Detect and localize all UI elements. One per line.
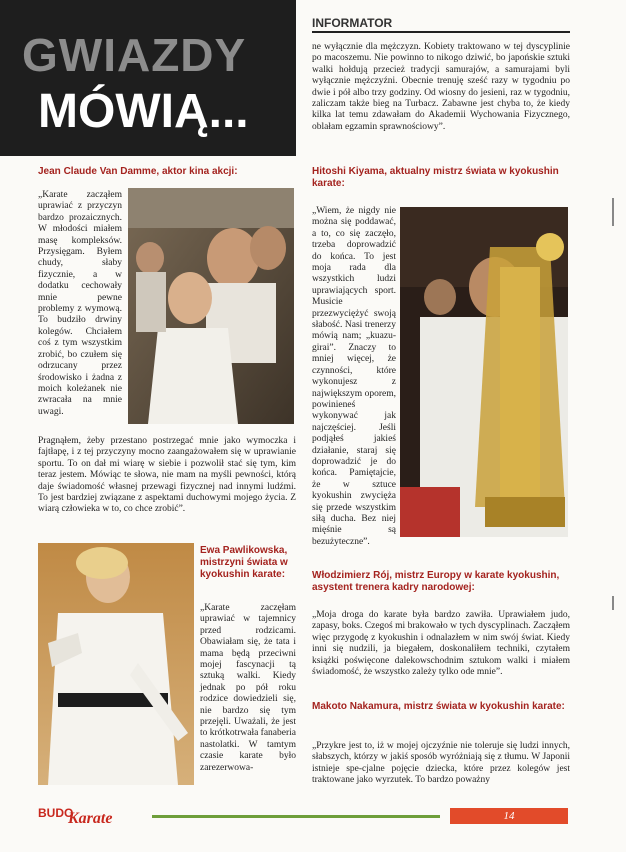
vandamme-heading: Jean Claude Van Damme, aktor kina akcji: [38,166,238,177]
vandamme-paragraph-full: Pragnąłem, żeby przestano postrzegać mnie jako wymoczka i fajtłapę, i z tej przyczyny mocno zaangażowałem się w uprawianie sportu. To on dał mi wiarę w siebie i pozwolił stać się tym, kim teraz jestem. Mówiąc te słowa, nie mam na myśli pewności, którą daje świadomość własnej przewagi fizycznej nad innymi ludźmi. To jest bardziej związane z aspektami duchowymi mojego życia. Z wiarą człowieka w to, co chce zrobić”. [38,436,296,515]
scan-mark-bottom [612,596,614,610]
roj-heading: Włodzimierz Rój, mistrz Europy w karate kyokushin, asystent trenera kadry narodowej: [312,570,560,593]
title-line-2: MÓWIĄ... [38,85,249,138]
kiyama-photo-image [400,207,568,537]
pawlikowska-photo [38,543,194,785]
page-number: 14 [450,808,568,824]
vandamme-photo-image [128,188,294,424]
roj-paragraph: „Moja droga do karate była bardzo zawiła. Uprawiałem judo, zapasy, boks. Czegoś mi brakowało w tych dyscyplinach. Zacząłem więc przygodę z kyokushin i odnalazłem w nim swój świat. Kiedy inni się nudzili, ja biegałem, doskonaliłem techniki, czytałem książki poświęcone dalekowschodnim sztukom walki i miałem świadomość, że wszystko zależy tylko ode mnie”. [312,610,570,678]
vandamme-photo [128,188,294,424]
pawlikowska-heading: Ewa Pawlikowska, mistrzyni świata w kyokushin karate: [200,545,288,580]
logo-budo: BUDO [38,806,74,820]
pawlikowska-paragraph: „Karate zaczęłam uprawiać w tajemnicy przed rodzicami. Obawiałam się, że tata i mama będą przeciwni mojej fascynacji tą sztuką walki. Kiedy jednak po pół roku rodzice dowiedzieli się, nie bardzo się tym przejęli. Uważali, że jest to krótkotrwała fanaberia nastolatki. W tamtym czasie karate było zarezerwowa- [200,603,297,773]
vandamme-paragraph-left: „Karate zacząłem uprawiać z przyczyn bardzo prozaicznych. W młodości miałem masę kompleksów. Przysięgam. Byłem chudy, słaby fizycznie, a w dodatku cechowały mnie pewne problemy z wymową. To budziło drwiny kolegów. Chciałem coś z tym wszystkim zrobić, bo czułem się odrzucany przez środowisko i żadna z moich koleżanek nie zwracała na mnie uwagi. [38,190,122,417]
kiyama-photo [400,207,568,537]
pawlikowska-photo-image [38,543,194,785]
scan-mark-top [612,198,614,226]
logo-karate: Karate [68,810,113,827]
title-line-1: GWIAZDY [22,29,247,81]
nakamura-paragraph: „Przykre jest to, iż w mojej ojczyźnie nie toleruje się ludzi innych, słabszych, którzy w jakiś sposób wyróżniają się z tłumu. W Japonii istnieje spe-cjalne pojęcie dziecka, które przez kolegów jest traktowane jako wyrzutek. To bardzo poważny [312,741,570,786]
continued-paragraph: ne wyłącznie dla mężczyzn. Kobiety traktowano w tej dyscyplinie po macoszemu. Nie powinno to nikogo dziwić, bo japońskie sztuki walki hołdują przecież tradycji samurajów, a samurajami byli wyłącznie mężczyźni. Obecnie trenuję sześć razy w tygodniu po dwie i pół albo trzy godziny. Od wiosny do jesieni, raz w tygodniu, zaliczam także bieg na Turbacz. Zabawne jest chyba to, że kiedy kilka lat temu zdawałam do Akademii Wychowania Fizycznego, oblałam egzamin sprawnościowy”. [312,42,570,132]
section-label: INFORMATOR [312,16,393,30]
section-rule [312,31,570,33]
title-block [0,0,296,156]
footer-rule [152,815,440,818]
kiyama-heading: Hitoshi Kiyama, aktualny mistrz świata w kyokushin karate: [312,166,559,189]
budo-karate-logo [38,806,130,830]
nakamura-heading: Makoto Nakamura, mistrz świata w kyokushin karate: [312,701,565,712]
kiyama-paragraph: „Wiem, że nigdy nie można się poddawać, a to, co się zaczęło, trzeba doprowadzić do końca. To jest moja rada dla wszystkich ludzi uprawiających sport. Musicie przezwyciężyć swoją słabość. Nasi trenerzy mówią nam; „kuazu-girai”. Znaczy to mniej więcej, że czynności, które wykonujesz z największym oporem, powinieneś wykonywać jak najczęściej. Jeśli podjąłeś jakieś działanie, staraj się doprowadzić je do końca. Pamiętajcie, że w sztuce kyokushin zwycięża się przede wszystkim siłą ducha. Bez niej mięśnie są bezużyteczne”. [312,206,396,547]
